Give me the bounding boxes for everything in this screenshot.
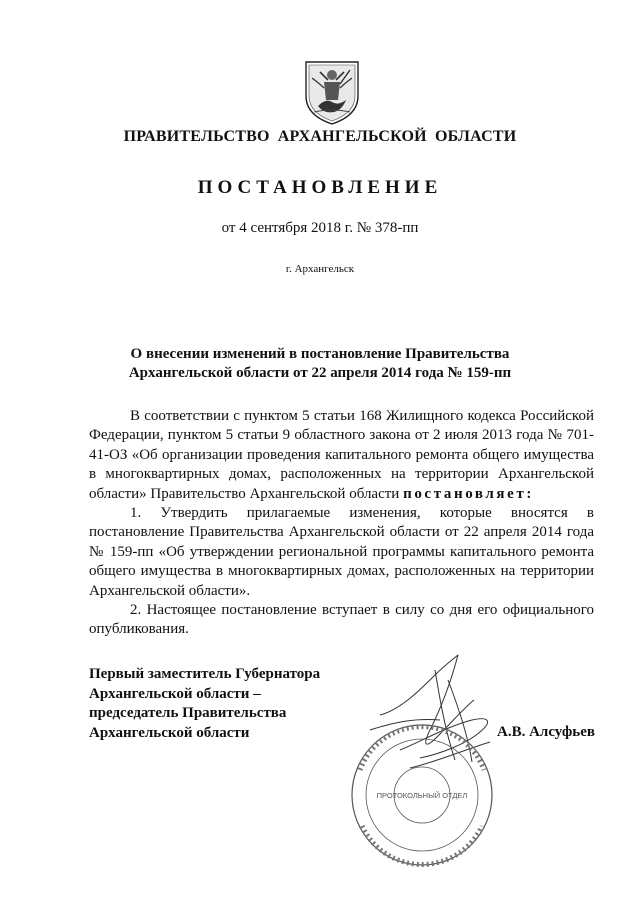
signatory-title-line-3: председатель Правительства (89, 705, 287, 721)
item-1-paragraph: 1. Утвердить прилагаемые изменения, которые вносятся в постановление Правительства Архангельской области от 22 апреля 2014 года № 159-пп «Об утверждении региональной программы капитального ремонта общего имущества в многоквартирных домах, расположенных на территории Архангельской области». (89, 505, 594, 599)
signatory-title-line-4: Архангельской области (89, 724, 250, 741)
document-type: ПОСТАНОВЛЕНИЕ (197, 177, 443, 198)
document-subject (0, 345, 640, 383)
round-seal-icon (340, 650, 540, 900)
government-name: ПРАВИТЕЛЬСТВО АРХАНГЕЛЬСКОЙ ОБЛАСТИ (123, 128, 517, 145)
signatory-title-line-1: Первый заместитель Губернатора (89, 666, 321, 682)
document-body (89, 407, 594, 640)
archangel-coat-of-arms-icon (300, 58, 364, 126)
item-2-paragraph: 2. Настоящее постановление вступает в силу со дня его официального опубликования. (89, 602, 594, 638)
resolves-word: постановляет: (403, 485, 534, 502)
subject-line-2: Архангельской области от 22 апреля 2014 года № 159-пп (128, 365, 512, 381)
preamble-paragraph (89, 407, 594, 504)
document-city: г. Архангельск (285, 263, 355, 275)
preamble-text: В соответствии с пунктом 5 статьи 168 Жилищного кодекса Российской Федерации, пунктом 5 статьи 9 областного закона от 2 июля 2013 года № 701-41-ОЗ «Об организации проведения капитального ремонта общего имущества в многоквартирных домах, расположенных на территории Архангельской области» Правительство Архангельской области (89, 408, 594, 502)
document-date-number: от 4 сентября 2018 г. № 378-пп (221, 220, 419, 236)
signatory-name: А.В. Алсуфьев (497, 724, 595, 740)
signatory-title (89, 665, 320, 743)
handwritten-signature-icon (370, 655, 490, 768)
stamp-text: ПРОТОКОЛЬНЫЙ ОТДЕЛ (376, 791, 468, 800)
subject-line-1: О внесении изменений в постановление Правительства (130, 346, 510, 362)
signatory-title-line-2: Архангельской области – (89, 685, 261, 702)
